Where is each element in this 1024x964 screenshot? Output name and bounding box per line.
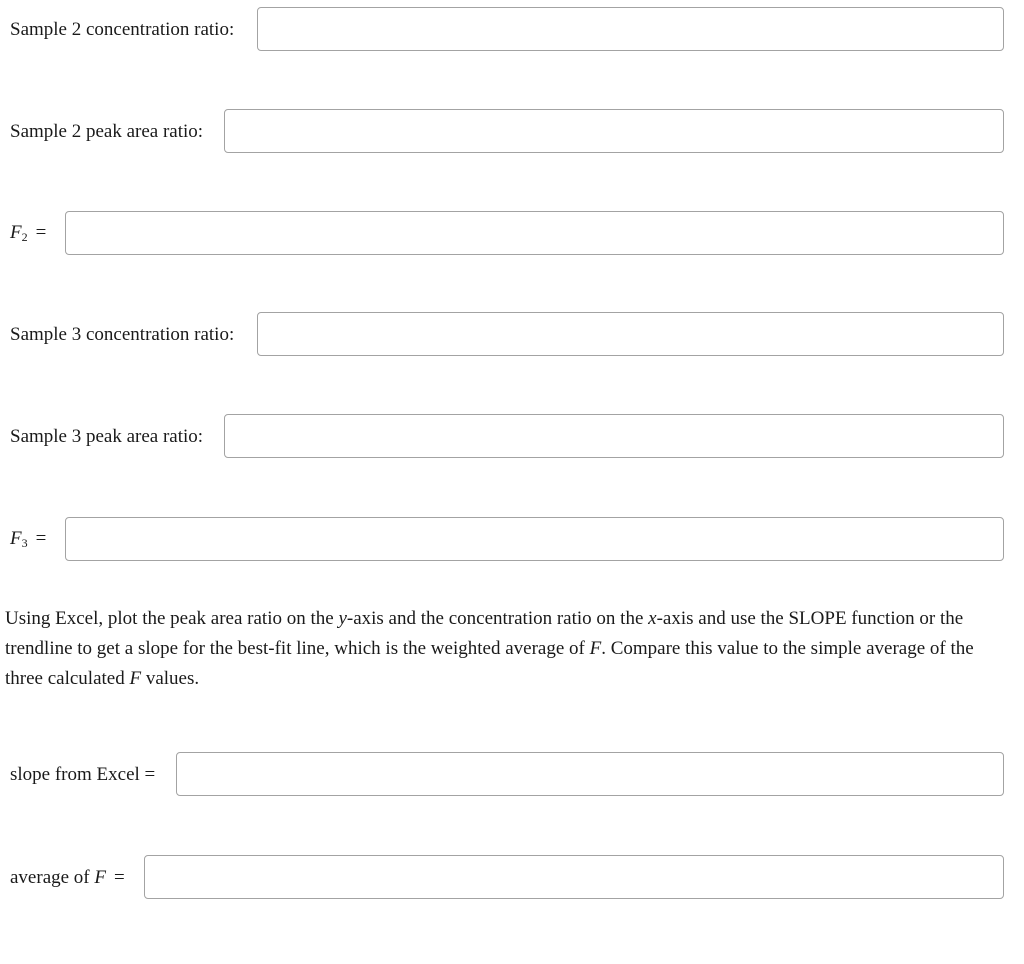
f3-label: $F_3$ = [10,528,47,550]
sample3-concentration-input[interactable] [257,312,1004,356]
average-f-input[interactable] [144,855,1004,899]
sample2-concentration-label: Sample 2 concentration ratio: [10,18,235,40]
row-average-f [0,852,1024,902]
sample2-concentration-input[interactable] [257,7,1004,51]
sample2-peak-area-input[interactable] [224,109,1004,153]
slope-input[interactable] [176,752,1004,796]
instructions-paragraph: Using Excel, plot the peak area ratio on the y-axis and the concentration ratio on the x-axis and use the SLOPE function or the trendline to get a slope for the best-fit line, which is the weighted average of F. Compare this value to the simple average of the three calculated F values. [5,608,974,689]
row-sample2-concentration [0,4,1024,54]
slope-label: slope from Excel = [10,763,156,785]
sample3-concentration-label: Sample 3 concentration ratio: [10,323,235,345]
row-sample3-peak-area [0,411,1024,461]
sample3-peak-area-label: Sample 3 peak area ratio: [10,425,204,447]
row-sample3-concentration [0,309,1024,359]
row-f2 [0,208,1024,258]
sample3-peak-area-input[interactable] [224,414,1004,458]
f2-label: $F_2$ = [10,222,47,244]
f2-input[interactable] [65,211,1004,255]
sample2-peak-area-label: Sample 2 peak area ratio: [10,120,204,142]
row-slope [0,749,1024,799]
row-sample2-peak-area [0,106,1024,156]
average-f-label: average of F = [10,866,125,888]
f3-input[interactable] [65,517,1004,561]
row-f3 [0,514,1024,564]
